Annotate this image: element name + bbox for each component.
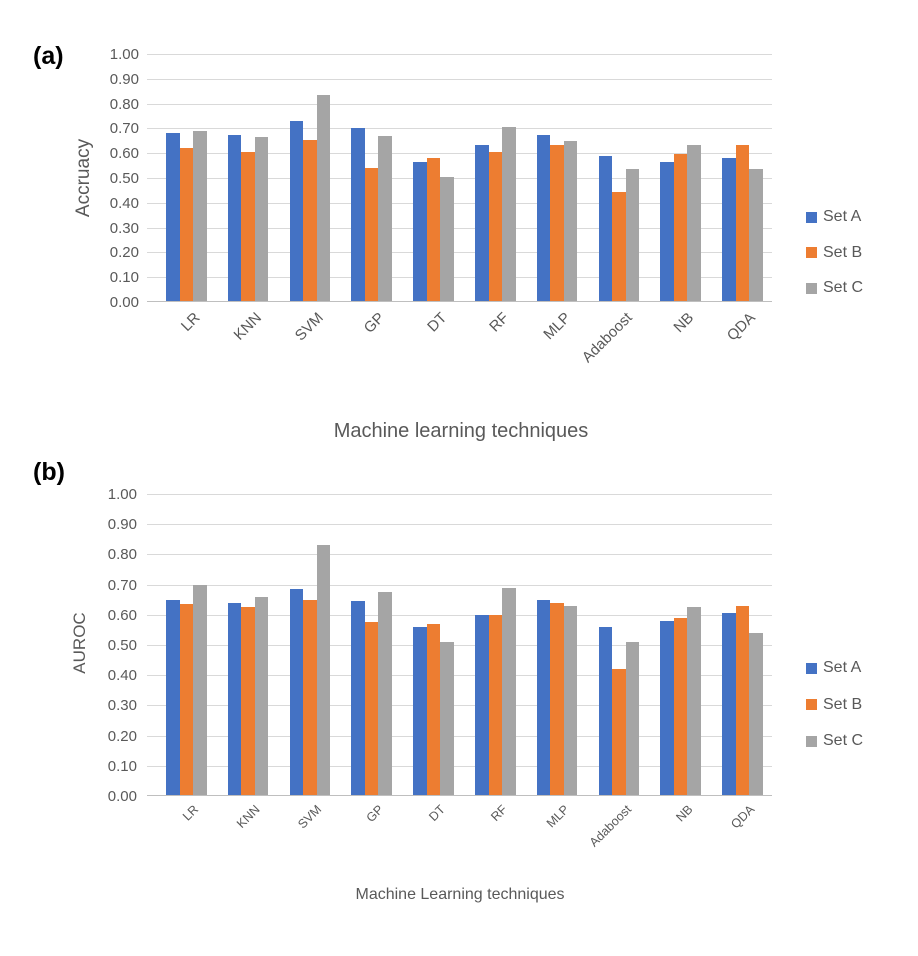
bar-set-a-nb — [660, 621, 674, 795]
gridline — [147, 585, 772, 586]
bar-set-a-knn — [228, 603, 242, 795]
x-tick-label-gp: GP — [363, 802, 387, 825]
panel-b-x-axis-title: Machine Learning techniques — [355, 886, 565, 903]
legend-label: Set C — [823, 732, 864, 749]
bar-set-c-svm — [317, 95, 331, 301]
bar-set-b-knn — [241, 152, 255, 301]
legend-label: Set A — [823, 208, 862, 225]
x-tick-label-qda: QDA — [724, 309, 760, 345]
y-tick-label: 0.80 — [109, 95, 139, 113]
panel-b — [0, 456, 918, 956]
bar-set-b-qda — [736, 145, 750, 301]
gridline — [147, 554, 772, 555]
bar-set-c-mlp — [564, 141, 578, 301]
panel-a-x-axis-title: Machine learning techniques — [333, 420, 589, 442]
y-tick-label: 1.00 — [109, 46, 139, 63]
bar-set-c-rf — [502, 588, 516, 795]
panel-a — [0, 0, 918, 456]
y-tick-label: 0.20 — [107, 727, 137, 745]
bar-set-c-rf — [502, 127, 516, 301]
bar-set-b-adaboost — [612, 192, 626, 301]
y-tick-label: 0.30 — [109, 219, 139, 237]
bar-set-b-rf — [489, 152, 503, 301]
bar-set-c-dt — [440, 177, 454, 301]
bar-set-b-dt — [427, 624, 441, 795]
y-tick-label: 0.90 — [109, 70, 139, 88]
x-tick-label-knn: KNN — [234, 802, 263, 831]
bar-set-a-dt — [413, 627, 427, 795]
x-axis-line — [147, 301, 772, 302]
bar-set-c-nb — [687, 607, 701, 795]
gridline — [147, 524, 772, 525]
x-tick-label-qda: QDA — [728, 802, 758, 832]
y-tick-label: 0.70 — [109, 120, 139, 138]
bar-set-a-lr — [166, 133, 180, 301]
x-tick-label-rf: RF — [485, 309, 513, 336]
bar-set-b-rf — [489, 615, 503, 795]
bar-set-b-svm — [303, 600, 317, 795]
gridline — [147, 54, 772, 55]
gridline — [147, 494, 772, 495]
legend-swatch-icon — [806, 212, 817, 223]
bar-set-c-lr — [193, 131, 207, 301]
bar-set-a-qda — [722, 613, 736, 795]
x-tick-label-nb: NB — [673, 802, 696, 825]
bar-set-a-adaboost — [599, 156, 613, 301]
y-tick-label: 0.80 — [107, 546, 137, 564]
x-tick-label-svm: SVM — [291, 309, 327, 345]
legend-swatch-icon — [806, 663, 817, 674]
bar-set-c-gp — [378, 592, 392, 795]
y-tick-label: 0.50 — [107, 637, 137, 654]
x-tick-label-adaboost: Adaboost — [578, 309, 636, 367]
bar-set-b-adaboost — [612, 669, 626, 795]
y-tick-label: 0.50 — [109, 170, 139, 187]
y-tick-label: 0.00 — [109, 294, 139, 311]
y-tick-label: 0.40 — [109, 194, 139, 212]
bar-set-a-knn — [228, 135, 242, 301]
bar-set-c-svm — [317, 545, 331, 795]
bar-set-a-mlp — [537, 135, 551, 301]
bar-set-c-mlp — [564, 606, 578, 795]
gridline — [147, 79, 772, 80]
x-tick-label-adaboost: Adaboost — [586, 802, 634, 850]
bar-set-a-svm — [290, 121, 304, 301]
legend-label: Set A — [823, 659, 862, 676]
x-tick-label-rf: RF — [488, 802, 510, 824]
y-tick-label: 0.90 — [107, 516, 137, 534]
bar-set-a-mlp — [537, 600, 551, 795]
legend-item-set-b — [806, 696, 862, 714]
bar-set-c-dt — [440, 642, 454, 795]
y-tick-label: 1.00 — [107, 486, 137, 503]
bar-set-a-gp — [351, 601, 365, 795]
y-tick-label: 0.30 — [107, 697, 137, 715]
y-tick-label: 0.20 — [109, 244, 139, 262]
bar-set-c-lr — [193, 585, 207, 795]
x-tick-label-mlp: MLP — [540, 309, 574, 344]
bar-set-c-adaboost — [626, 169, 640, 301]
x-tick-label-dt: DT — [426, 802, 449, 824]
y-tick-label: 0.60 — [109, 145, 139, 163]
y-tick-label: 0.10 — [109, 269, 139, 287]
bar-set-a-gp — [351, 128, 365, 301]
y-tick-label: 0.60 — [107, 606, 137, 624]
legend-label: Set C — [823, 279, 864, 296]
bar-set-a-svm — [290, 589, 304, 795]
x-tick-label-knn: KNN — [230, 309, 265, 344]
bar-set-b-nb — [674, 618, 688, 795]
x-tick-label-gp: GP — [361, 309, 389, 337]
bar-set-b-gp — [365, 168, 379, 301]
bar-set-a-dt — [413, 162, 427, 301]
gridline — [147, 104, 772, 105]
panel-a-plot-area — [147, 54, 772, 302]
bar-set-a-lr — [166, 600, 180, 795]
bar-set-a-rf — [475, 615, 489, 795]
bar-set-b-svm — [303, 140, 317, 301]
bar-set-a-adaboost — [599, 627, 613, 795]
legend-item-set-c — [806, 732, 863, 750]
bar-set-b-lr — [180, 148, 194, 301]
bar-set-c-qda — [749, 633, 763, 795]
bar-set-a-qda — [722, 158, 736, 301]
bar-set-c-qda — [749, 169, 763, 301]
bar-set-b-mlp — [550, 603, 564, 795]
bar-set-b-mlp — [550, 145, 564, 301]
x-axis-line — [147, 795, 772, 796]
panel-a-label: (a) — [33, 42, 64, 70]
bar-set-c-adaboost — [626, 642, 640, 795]
x-tick-label-lr: LR — [179, 802, 201, 824]
legend-label: Set B — [823, 695, 863, 713]
bar-set-a-nb — [660, 162, 674, 301]
x-tick-label-nb: NB — [670, 309, 698, 337]
bar-set-c-knn — [255, 597, 269, 795]
bar-set-b-lr — [180, 604, 194, 795]
y-tick-label: 0.10 — [107, 757, 137, 775]
legend-swatch-icon — [806, 283, 817, 294]
panel-a-y-axis-title: Accruacy — [73, 138, 94, 218]
panel-b-label: (b) — [33, 458, 65, 486]
bar-set-b-knn — [241, 607, 255, 795]
x-tick-label-svm: SVM — [295, 802, 325, 832]
legend-swatch-icon — [806, 736, 817, 747]
legend-item-set-a — [806, 208, 861, 226]
x-tick-label-lr: LR — [177, 309, 204, 335]
legend-item-set-c — [806, 279, 863, 297]
bar-set-a-rf — [475, 145, 489, 301]
legend-label: Set B — [823, 243, 863, 261]
bar-set-b-dt — [427, 158, 441, 301]
legend-swatch-icon — [806, 699, 817, 710]
bar-set-b-nb — [674, 154, 688, 301]
bar-set-c-nb — [687, 145, 701, 301]
bar-set-b-gp — [365, 622, 379, 795]
bar-set-b-qda — [736, 606, 750, 795]
gridline — [147, 128, 772, 129]
panel-b-y-axis-title: AUROC — [70, 612, 89, 674]
legend-item-set-b — [806, 244, 862, 262]
bar-set-c-knn — [255, 137, 269, 301]
x-tick-label-dt: DT — [424, 309, 451, 336]
legend-item-set-a — [806, 659, 861, 677]
bar-set-c-gp — [378, 136, 392, 301]
x-tick-label-mlp: MLP — [543, 802, 572, 831]
legend-swatch-icon — [806, 247, 817, 258]
panel-b-plot-area — [147, 494, 772, 796]
y-tick-label: 0.40 — [107, 667, 137, 685]
y-tick-label: 0.70 — [107, 576, 137, 594]
y-tick-label: 0.00 — [107, 788, 137, 805]
